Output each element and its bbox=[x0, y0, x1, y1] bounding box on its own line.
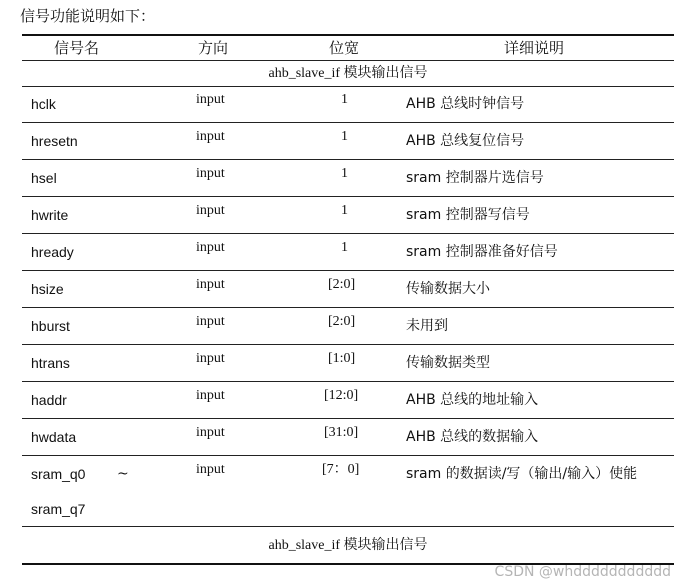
signal-name: hwrite bbox=[31, 207, 69, 223]
header-direction: 方向 bbox=[198, 39, 229, 57]
signal-direction: input bbox=[196, 240, 225, 255]
signal-name: htrans bbox=[31, 355, 70, 371]
signal-direction: input bbox=[196, 462, 225, 477]
signal-name: hclk bbox=[31, 96, 56, 112]
signal-direction: input bbox=[196, 314, 225, 329]
section-title-bottom: ahb_slave_if 模块输出信号 bbox=[268, 538, 428, 553]
watermark: CSDN @whddddddddddd bbox=[494, 564, 671, 580]
header-description: 详细说明 bbox=[504, 39, 565, 57]
signal-width: 1 bbox=[341, 240, 348, 255]
row-divider bbox=[22, 344, 674, 345]
signal-width: [2:0] bbox=[328, 314, 356, 329]
signal-description: sram 控制器准备好信号 bbox=[406, 244, 558, 260]
signal-description: AHB 总线的数据输入 bbox=[406, 429, 539, 445]
table-top-rule bbox=[22, 34, 674, 36]
signal-width: [12:0] bbox=[324, 388, 359, 403]
signal-direction: input bbox=[196, 203, 225, 218]
intro-text: 信号功能说明如下： bbox=[20, 7, 156, 25]
row-divider bbox=[22, 455, 674, 456]
signal-description: 传输数据大小 bbox=[406, 281, 490, 297]
signal-name: haddr bbox=[31, 392, 67, 408]
signal-name: hwdata bbox=[31, 429, 77, 445]
section-title-top: ahb_slave_if 模块输出信号 bbox=[268, 66, 428, 81]
header-width: 位宽 bbox=[329, 39, 360, 57]
signal-description: sram 控制器片选信号 bbox=[406, 170, 544, 186]
signal-description: AHB 总线时钟信号 bbox=[406, 96, 525, 112]
signal-description: 传输数据类型 bbox=[406, 355, 490, 371]
signal-width: [2:0] bbox=[328, 277, 356, 292]
signal-name: hready bbox=[31, 244, 74, 260]
header-signal-name: 信号名 bbox=[54, 39, 100, 57]
range-tilde: ~ bbox=[117, 466, 129, 482]
row-divider bbox=[22, 159, 674, 160]
section-rule-top bbox=[22, 86, 674, 87]
row-divider bbox=[22, 196, 674, 197]
row-divider bbox=[22, 418, 674, 419]
signal-width: 1 bbox=[341, 92, 348, 107]
signal-name: hresetn bbox=[31, 133, 78, 149]
signal-name: hburst bbox=[31, 318, 70, 334]
signal-width: [31:0] bbox=[324, 425, 359, 440]
row-divider bbox=[22, 233, 674, 234]
signal-width: 1 bbox=[341, 203, 348, 218]
signal-name-line2: sram_q7 bbox=[31, 501, 86, 517]
header-rule bbox=[22, 60, 674, 61]
signal-description: AHB 总线的地址输入 bbox=[406, 392, 539, 408]
signal-width: [7：0] bbox=[322, 462, 360, 477]
signal-direction: input bbox=[196, 388, 225, 403]
signal-description: sram 控制器写信号 bbox=[406, 207, 530, 223]
row-divider bbox=[22, 270, 674, 271]
signal-direction: input bbox=[196, 277, 225, 292]
signal-width: 1 bbox=[341, 166, 348, 181]
signal-name-line1: sram_q0 bbox=[31, 466, 86, 482]
signal-description: AHB 总线复位信号 bbox=[406, 133, 525, 149]
row-divider bbox=[22, 122, 674, 123]
signal-name: hsel bbox=[31, 170, 57, 186]
signal-direction: input bbox=[196, 166, 225, 181]
signal-width: 1 bbox=[341, 129, 348, 144]
signal-description: 未用到 bbox=[406, 318, 448, 334]
row-divider bbox=[22, 307, 674, 308]
signal-direction: input bbox=[196, 351, 225, 366]
signal-width: [1:0] bbox=[328, 351, 356, 366]
signal-description: sram 的数据读/写（输出/输入）使能 bbox=[406, 466, 638, 482]
signal-name: hsize bbox=[31, 281, 64, 297]
row-divider bbox=[22, 381, 674, 382]
signal-direction: input bbox=[196, 425, 225, 440]
row-divider bbox=[22, 526, 674, 527]
signal-direction: input bbox=[196, 129, 225, 144]
signal-direction: input bbox=[196, 92, 225, 107]
